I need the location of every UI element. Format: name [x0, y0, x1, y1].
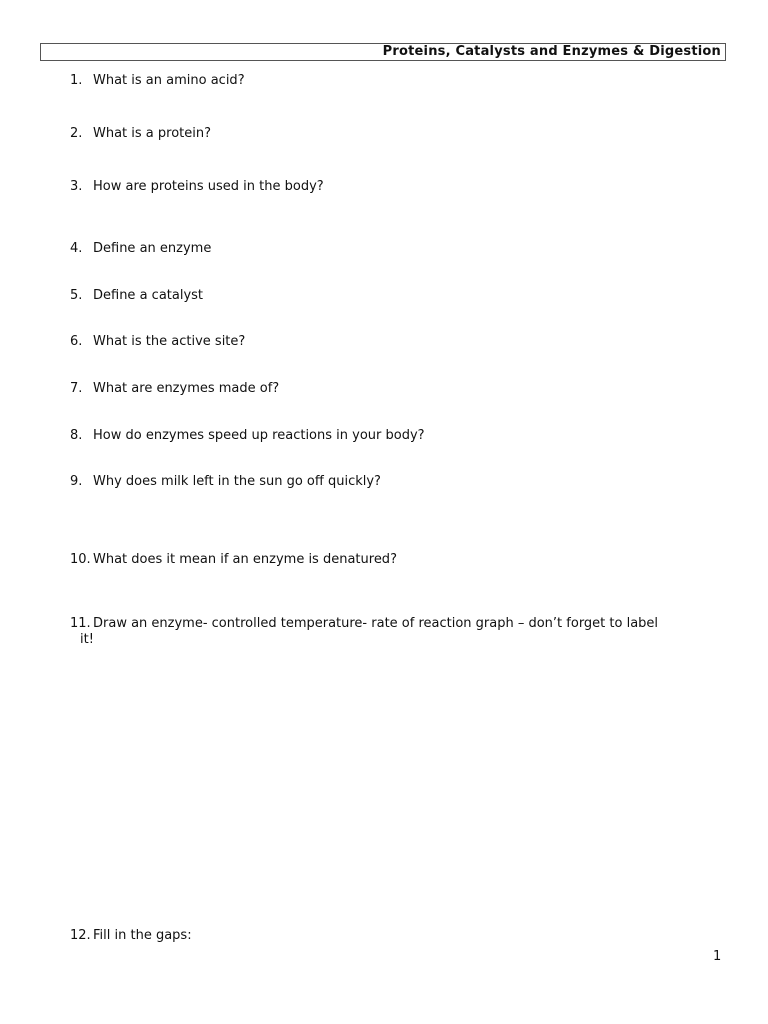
question-11: [70, 616, 720, 648]
question-text: What is an amino acid?: [93, 73, 245, 88]
question-12: [70, 928, 720, 944]
question-text: Fill in the gaps:: [93, 928, 192, 943]
question-2: [70, 126, 720, 142]
question-4: [70, 241, 720, 257]
question-number: 5.: [70, 288, 83, 303]
question-number: 3.: [70, 179, 83, 194]
question-6: [70, 334, 720, 350]
worksheet-header-box: [40, 43, 726, 61]
question-text: How are proteins used in the body?: [93, 179, 324, 194]
question-text: What is a protein?: [93, 126, 212, 141]
question-text: What are enzymes made of?: [93, 381, 280, 396]
question-number: 8.: [70, 428, 83, 443]
question-text: Define an enzyme: [93, 241, 212, 256]
question-number: 4.: [70, 241, 83, 256]
question-text: Why does milk left in the sun go off quickly?: [93, 474, 381, 489]
question-number: 12.: [70, 928, 91, 943]
question-3: [70, 179, 720, 195]
worksheet-title: Proteins, Catalysts and Enzymes & Digestion: [382, 44, 721, 59]
question-number: 6.: [70, 334, 83, 349]
question-1: [70, 73, 720, 89]
question-text: What does it mean if an enzyme is denatured?: [93, 552, 397, 567]
question-number: 11.: [70, 616, 91, 631]
question-number: 2.: [70, 126, 83, 141]
question-number: 10.: [70, 552, 91, 567]
question-text: What is the active site?: [93, 334, 246, 349]
question-text-continuation: it!: [80, 632, 94, 647]
question-9: [70, 474, 720, 490]
question-8: [70, 428, 720, 444]
question-number: 7.: [70, 381, 83, 396]
question-number: 9.: [70, 474, 83, 489]
question-5: [70, 288, 720, 304]
question-7: [70, 381, 720, 397]
question-10: [70, 552, 720, 568]
page-number: 1: [713, 949, 722, 964]
question-number: 1.: [70, 73, 83, 88]
question-text: Draw an enzyme- controlled temperature- rate of reaction graph – don’t forget to label: [93, 616, 659, 631]
question-text: Define a catalyst: [93, 288, 204, 303]
question-text: How do enzymes speed up reactions in your body?: [93, 428, 425, 443]
